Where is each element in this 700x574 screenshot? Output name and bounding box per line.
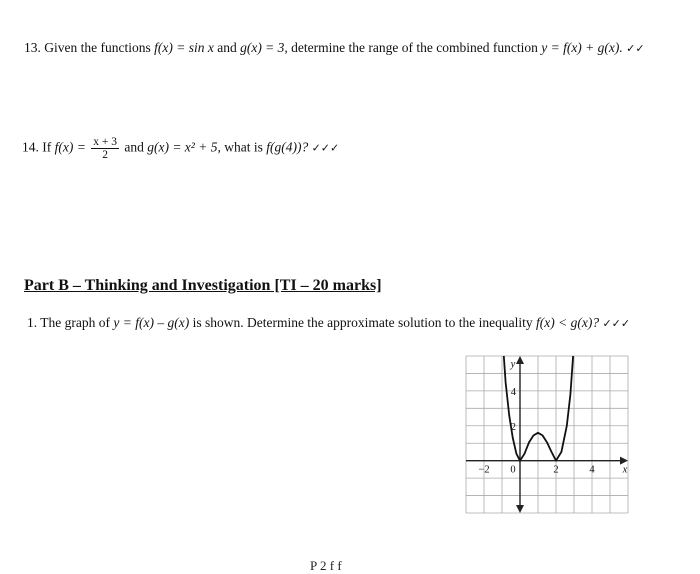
question-b1 bbox=[27, 315, 630, 331]
question-14 bbox=[22, 136, 339, 161]
question-text: determine the range of the combined function bbox=[291, 40, 538, 55]
question-number: 14. bbox=[22, 139, 39, 155]
y-tick-label: 2 bbox=[510, 421, 516, 433]
y-axis-arrow-down bbox=[516, 505, 524, 513]
question-number: 1. bbox=[27, 315, 38, 330]
connector-text: and bbox=[124, 139, 144, 155]
x-tick-label: 4 bbox=[589, 464, 595, 476]
question-text: Given the functions bbox=[44, 40, 151, 55]
graph-labels bbox=[478, 359, 627, 476]
x-tick-label: −2 bbox=[478, 464, 490, 476]
connector-text: and bbox=[217, 40, 237, 55]
graph-axes bbox=[466, 356, 628, 513]
function-f-lhs: f(x) = bbox=[54, 139, 86, 155]
marks-checks: ✓✓✓ bbox=[602, 317, 631, 330]
combined-function: y = f(x) + g(x). bbox=[541, 40, 623, 55]
fraction-numerator: x + 3 bbox=[93, 136, 117, 148]
difference-function: y = f(x) – g(x) bbox=[113, 315, 190, 330]
y-axis-label: y bbox=[510, 359, 516, 370]
question-text: The graph of bbox=[40, 315, 110, 330]
y-axis-arrow-up bbox=[516, 356, 524, 364]
marks-checks: ✓✓ bbox=[626, 42, 645, 55]
marks-checks: ✓✓✓ bbox=[311, 141, 340, 155]
page-footer: P 2 f f bbox=[310, 558, 342, 573]
x-tick-label: 2 bbox=[553, 464, 559, 476]
fraction-denominator: 2 bbox=[102, 149, 108, 161]
question-text: what is bbox=[224, 139, 263, 155]
function-f-definition: f(x) = sin x bbox=[154, 40, 214, 55]
x-tick-label: 0 bbox=[510, 464, 516, 476]
inequality-expression: f(x) < g(x)? bbox=[536, 315, 600, 330]
fraction bbox=[91, 136, 119, 161]
section-heading: Part B – Thinking and Investigation [TI – 20 marks] bbox=[24, 277, 382, 294]
function-g-definition: g(x) = 3, bbox=[240, 40, 288, 55]
composite-expression: f(g(4))? bbox=[266, 139, 309, 155]
question-number: 13. bbox=[24, 40, 41, 55]
function-g-definition: g(x) = x² + 5, bbox=[147, 139, 221, 155]
question-text: is shown. Determine the approximate solution to the inequality bbox=[192, 315, 533, 330]
question-13 bbox=[24, 40, 645, 56]
y-tick-label: 4 bbox=[510, 386, 516, 398]
function-graph bbox=[462, 352, 632, 517]
x-axis-arrow bbox=[620, 457, 628, 465]
x-axis-label: x bbox=[622, 464, 628, 476]
question-text: If bbox=[42, 139, 52, 155]
graph-grid bbox=[466, 356, 628, 513]
